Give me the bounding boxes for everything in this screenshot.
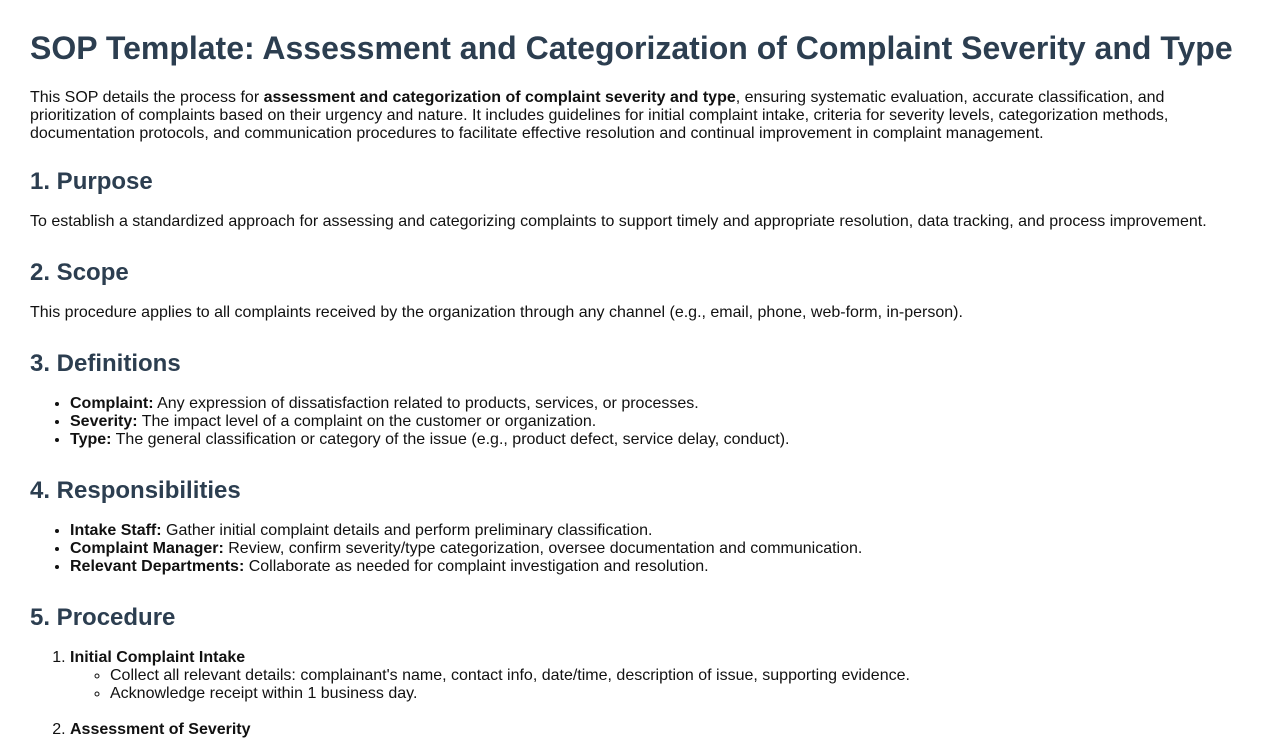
section-scope — [30, 259, 1233, 322]
responsibility-desc: Gather initial complaint details and perform preliminary classification. — [161, 522, 653, 539]
scope-text: This procedure applies to all complaints received by the organization through any channel (e.g., email, phone, web-form, in-person). — [30, 304, 963, 321]
responsibilities-list — [30, 522, 1233, 576]
definition-term: Type: — [70, 431, 112, 448]
section-heading-purpose: 1. Purpose — [30, 168, 153, 195]
intro-text-bold: assessment and categorization of complaint severity and type — [263, 89, 736, 106]
step-substeps — [70, 667, 1233, 703]
responsibility-role: Relevant Departments: — [70, 558, 245, 575]
responsibility-role: Intake Staff: — [70, 522, 162, 539]
page-title: SOP Template: Assessment and Categorization of Complaint Severity and Type — [30, 30, 1233, 66]
definition-desc: The impact level of a complaint on the customer or organization. — [137, 413, 597, 430]
intro-paragraph — [30, 89, 1233, 143]
section-responsibilities — [30, 477, 1233, 576]
list-item — [70, 413, 1233, 431]
list-item — [70, 431, 1233, 449]
step-title: Assessment of Severity — [70, 721, 251, 738]
procedure-steps — [30, 649, 1233, 739]
list-item — [70, 558, 1233, 576]
list-item: ◦ Collect all relevant details: complainant's name, contact info, date/time, description of issue, supporting evidence. — [110, 667, 1233, 685]
procedure-step — [70, 649, 1233, 703]
list-item — [70, 395, 1233, 413]
responsibility-role: Complaint Manager: — [70, 540, 224, 557]
definitions-list — [30, 395, 1233, 449]
definition-term: Complaint: — [70, 395, 154, 412]
step-title: Initial Complaint Intake — [70, 649, 246, 666]
section-heading-definitions: 3. Definitions — [30, 350, 181, 377]
section-heading-responsibilities: 4. Responsibilities — [30, 477, 241, 504]
section-heading-procedure: 5. Procedure — [30, 604, 176, 631]
section-procedure — [30, 604, 1233, 739]
procedure-step — [70, 721, 1233, 739]
definition-term: Severity: — [70, 413, 138, 430]
definition-desc: The general classification or category of the issue (e.g., product defect, service delay, conduct). — [111, 431, 790, 448]
section-definitions — [30, 350, 1233, 449]
definition-desc: Any expression of dissatisfaction related to products, services, or processes. — [153, 395, 699, 412]
section-heading-scope: 2. Scope — [30, 259, 129, 286]
responsibility-desc: Review, confirm severity/type categorization, oversee documentation and communication. — [223, 540, 863, 557]
responsibility-desc: Collaborate as needed for complaint investigation and resolution. — [244, 558, 709, 575]
intro-text-after: , ensuring systematic evaluation, accurate classification, and prioritization of complaints based on their urgency and nature. It includes guidelines for initial complaint intake, criteria for severity levels, categorization methods, documentation protocols, and communication procedures to facilitate effective resolution and continual improvement in complaint management. — [30, 89, 1169, 142]
list-item: ◦ Acknowledge receipt within 1 business day. — [110, 685, 1233, 703]
list-item — [70, 522, 1233, 540]
section-purpose — [30, 168, 1233, 231]
purpose-text: To establish a standardized approach for assessing and categorizing complaints to support timely and appropriate resolution, data tracking, and process improvement. — [30, 213, 1207, 230]
list-item — [70, 540, 1233, 558]
intro-text-before: This SOP details the process for — [30, 89, 264, 106]
